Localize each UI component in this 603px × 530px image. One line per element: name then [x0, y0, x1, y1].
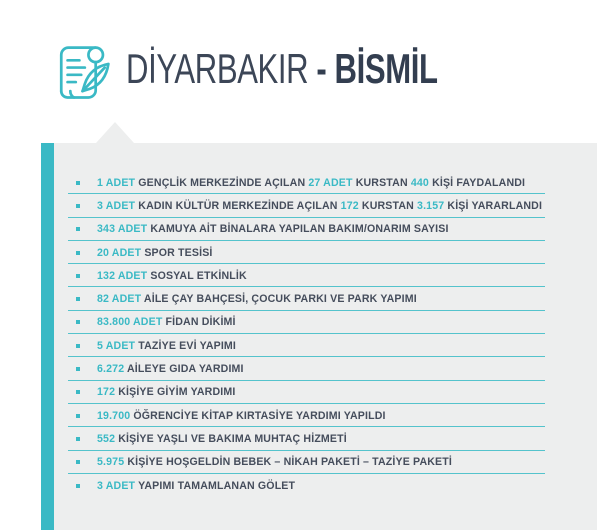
stat-label: KURSTAN [355, 176, 411, 189]
stat-value: 3 ADET [97, 479, 139, 492]
stat-value: 172 [340, 199, 362, 212]
stat-value: 132 ADET [97, 269, 151, 282]
stat-value: 172 [97, 386, 119, 399]
stat-value: 19.700 [97, 409, 134, 422]
stats-list [54, 171, 597, 497]
bullet-square-icon [76, 320, 80, 324]
title-province: DİYARBAKIR [126, 45, 309, 92]
list-item [54, 357, 597, 380]
stat-label: KİŞİYE GİYİM YARDIMI [118, 386, 236, 399]
stat-label: KURSTAN [361, 199, 418, 212]
stat-label: YAPIMI TAMAMLANAN GÖLET [138, 479, 296, 492]
bullet-square-icon [76, 414, 80, 418]
bullet-square-icon [76, 437, 80, 441]
list-item [54, 311, 597, 334]
stat-value: 3.157 [417, 199, 448, 212]
list-item [54, 241, 597, 264]
stat-value: 1 ADET [97, 176, 139, 189]
stat-value: 5 ADET [97, 339, 139, 352]
stat-text [97, 270, 247, 282]
stat-value: 440 [410, 176, 433, 189]
stat-label: ÖĞRENCİYE KİTAP KIRTASİYE YARDIMI YAPILDI [133, 409, 386, 422]
list-item [54, 474, 597, 497]
list-item [54, 264, 597, 287]
header [0, 0, 603, 123]
stat-text [97, 247, 213, 259]
page-title [126, 46, 438, 92]
stat-text [97, 177, 525, 189]
stat-text [97, 223, 449, 235]
list-item [54, 194, 597, 217]
stat-value: 5.975 [97, 456, 128, 469]
stat-value: 83.800 ADET [97, 316, 166, 329]
stat-label: FİDAN DİKİMİ [165, 316, 236, 329]
stat-text [97, 433, 347, 445]
bullet-square-icon [76, 344, 80, 348]
stat-text [97, 340, 236, 352]
title-dash: - [316, 45, 327, 92]
stat-label: KİŞİYE HOŞGELDİN BEBEK – NİKAH PAKETİ – TAZİYE PAKETİ [127, 456, 452, 469]
stat-label: AİLEYE GIDA YARDIMI [126, 363, 244, 376]
stat-value: 82 ADET [97, 293, 144, 306]
stat-value: 20 ADET [97, 246, 145, 259]
accent-bar [41, 143, 54, 530]
stat-text [97, 200, 542, 212]
stat-text [97, 316, 236, 328]
stat-label: AİLE ÇAY BAHÇESİ, ÇOCUK PARKI VE PARK YAPIMI [143, 293, 417, 306]
stat-value: 552 [97, 432, 119, 445]
scroll-quill-icon [54, 41, 112, 105]
bullet-square-icon [76, 181, 80, 185]
bullet-square-icon [76, 227, 80, 231]
stat-text [97, 456, 452, 468]
stat-text [97, 480, 295, 492]
stat-text [97, 363, 244, 375]
list-item [54, 287, 597, 310]
stat-value: 343 ADET [97, 223, 151, 236]
list-item [54, 334, 597, 357]
bullet-square-icon [76, 274, 80, 278]
title-district: BİSMİL [334, 45, 438, 92]
stat-text [97, 410, 386, 422]
stat-label: GENÇLİK MERKEZİNDE AÇILAN [138, 176, 309, 189]
list-item [54, 218, 597, 241]
stat-label: KAMUYA AİT BİNALARA YAPILAN BAKIM/ONARIM SAYISI [150, 223, 449, 236]
stat-label: TAZİYE EVİ YAPIMI [138, 339, 237, 352]
stat-label: KADIN KÜLTÜR MERKEZİNDE AÇILAN [138, 199, 341, 212]
bullet-square-icon [76, 297, 80, 301]
list-item [54, 427, 597, 450]
stat-value: 27 ADET [308, 176, 356, 189]
bullet-square-icon [76, 460, 80, 464]
bullet-square-icon [76, 367, 80, 371]
stat-label: KİŞİ YARARLANDI [447, 199, 543, 212]
stat-label: SOSYAL ETKİNLİK [150, 269, 247, 282]
list-item [54, 381, 597, 404]
list-item [54, 451, 597, 474]
panel-pointer-icon [96, 122, 134, 143]
content-panel [41, 143, 597, 530]
bullet-square-icon [76, 390, 80, 394]
list-item [54, 171, 597, 194]
stat-label: KİŞİYE YAŞLI VE BAKIMA MUHTAÇ HİZMETİ [118, 432, 347, 445]
stat-value: 6.272 [97, 363, 127, 376]
stat-text [97, 293, 417, 305]
list-item [54, 404, 597, 427]
stat-label: SPOR TESİSİ [144, 246, 213, 259]
stat-label: KİŞİ FAYDALANDI [432, 176, 526, 189]
bullet-square-icon [76, 204, 80, 208]
bullet-square-icon [76, 484, 80, 488]
stat-value: 3 ADET [97, 199, 139, 212]
stat-text [97, 386, 235, 398]
bullet-square-icon [76, 251, 80, 255]
